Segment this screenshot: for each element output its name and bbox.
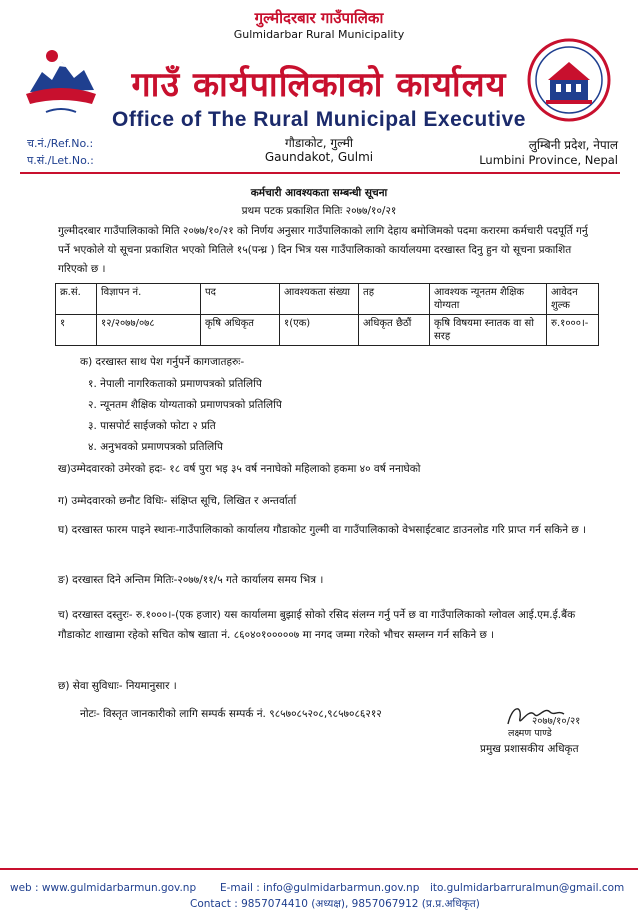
fee-paragraph: च) दरखास्त दस्तुरः- रु.१०००।-(एक हजार) यस कार्यालमा बुझाई सोको रसिद संलग्न गर्नु पर्ने छ वा गाउँपालिकाको ग्लोवल आई.एम.ई.बैंक गौडाकोट शाखामा रहेको सचित कोष खाता नं. ८६०४०१०००००७ मा नगद जम्मा गरेको भौचर सम्लग्न गर्न सकिने छ । (58, 609, 576, 641)
municipality-name-np: गुल्मीदरबार गाउँपालिका (254, 9, 384, 27)
col-post: पद (201, 284, 280, 315)
list-item: ३. पासपोर्ट साईजको फोटा २ प्रति (88, 420, 216, 432)
notice-title: कर्मचारी आवश्यकता सम्बन्धी सूचना (250, 187, 388, 199)
col-qualification: आवश्यक न्यूनतम शैक्षिक योग्यता (430, 284, 547, 315)
cell-level: अधिकृत छैठौं (359, 315, 430, 346)
form-location-paragraph: घ) दरखास्त फारम पाइने स्थानः-गाउँपालिकाको कार्यालय गौडाकोट गुल्मी वा गाउँपालिकाको वेभसाईटबाट डाउनलोड गरि प्राप्त गर्न सकिने छ । (58, 524, 587, 536)
signatory-name: लक्ष्मण पाण्डे (508, 728, 552, 739)
col-level: तह (359, 284, 430, 315)
table-header-row (56, 284, 599, 315)
col-required-count: आवश्यकता संख्या (280, 284, 359, 315)
contact-note: नोटः- विस्तृत जानकारीको लागि सम्पर्क सम्पर्क नं. ९८५७०८५२०८,९८५७०८६२१२ (80, 708, 382, 720)
office-title-np: गाउँ कार्यपालिकाको कार्यालय (131, 65, 507, 105)
cell-ad-number: १२/२०७७/०७८ (97, 315, 201, 346)
list-item: १. नेपाली नागरिकताको प्रमाणपत्रको प्रतिलिपि (88, 378, 262, 390)
service-paragraph: छ) सेवा सुविधाः- नियमानुसार । (58, 680, 177, 692)
vacancy-table (55, 283, 599, 346)
deadline-paragraph: ङ) दरखास्त दिने अन्तिम मितिः-२०७७/११/५ गते कार्यालय समय भित्र । (58, 574, 324, 586)
ref-number-label: च.नं./Ref.No.: (27, 137, 94, 150)
footer-divider (0, 868, 638, 870)
documents-heading: क) दरखास्त साथ पेश गर्नुपर्ने कागजातहरुः- (80, 356, 245, 368)
col-fee: आवेदन शुल्क (547, 284, 599, 315)
cell-required-count: १(एक) (280, 315, 359, 346)
notice-intro: गुल्मीदरबार गाउँपालिकाको मिति २०७७/१०/२१ को निर्णय अनुसार गाउँपालिकाको लागि देहाय बमोजिमको पदमा करारमा कर्मचारी पदपूर्ति गर्नु पर्ने भएकोले यो सूचना प्रकाशित भएको मितिले १५(पन्ध्र ) दिन भित्र यस गाउँपालिकाको कार्यालयमा दरखास्त दिनु हुन यो सूचना प्रकाशित गरिएको छ । (58, 225, 588, 275)
signatory-title: प्रमुख प्रशासकीय अधिकृत (480, 743, 579, 755)
age-limit-paragraph: ख)उम्मेदवारको उमेरको हदः- १८ वर्ष पुरा भइ ३५ वर्ष ननाघेको महिलाको हकमा ४० वर्ष ननाघेको (58, 463, 421, 475)
cell-post: कृषि अधिकृत (201, 315, 280, 346)
list-item: ४. अनुभवको प्रमाणपत्रको प्रतिलिपि (88, 441, 223, 453)
footer-contact: Contact : 9857074410 (अध्यक्ष), 9857067912 (प्र.प्र.अधिकृत) (190, 898, 480, 910)
documents-list (88, 374, 282, 458)
list-item: २. न्यूनतम शैक्षिक योग्यताको प्रमाणपत्रको प्रतिलिपि (88, 399, 282, 411)
signature-date: २०७७/१०/२१ (532, 716, 581, 727)
place-en: Gaundakot, Gulmi (264, 150, 374, 164)
col-serial: क्र.सं. (56, 284, 97, 315)
municipality-name-en: Gulmidarbar Rural Municipality (233, 28, 405, 41)
letter-number-label: प.सं./Let.No.: (27, 154, 94, 167)
footer-email[interactable]: E-mail : info@gulmidarbarmun.gov.np (220, 882, 420, 894)
place-np: गौडाकोट, गुल्मी (284, 136, 354, 150)
footer-website[interactable]: web : www.gulmidarbarmun.gov.np (10, 882, 197, 894)
cell-fee: रु.१०००।- (547, 315, 599, 346)
province-en: Lumbini Province, Nepal (479, 153, 618, 167)
office-title-en: Office of The Rural Municipal Executive (112, 108, 526, 131)
table-row (56, 315, 599, 346)
cell-qualification: कृषि विषयमा स्नातक वा सो सरह (430, 315, 547, 346)
province-np: लुम्बिनी प्रदेश, नेपाल (528, 138, 618, 152)
header-divider (20, 172, 620, 174)
notice-published-date: प्रथम पटक प्रकाशित मितिः २०७७/१०/२१ (241, 205, 397, 217)
footer-email-secondary[interactable]: ito.gulmidarbarruralmun@gmail.com (430, 882, 625, 894)
cell-serial: १ (56, 315, 97, 346)
col-ad-number: विज्ञापन नं. (97, 284, 201, 315)
selection-method-paragraph: ग) उम्मेदवारको छनौट विधिः- संक्षिप्त सूचि, लिखित र अन्तर्वार्ता (58, 495, 297, 507)
